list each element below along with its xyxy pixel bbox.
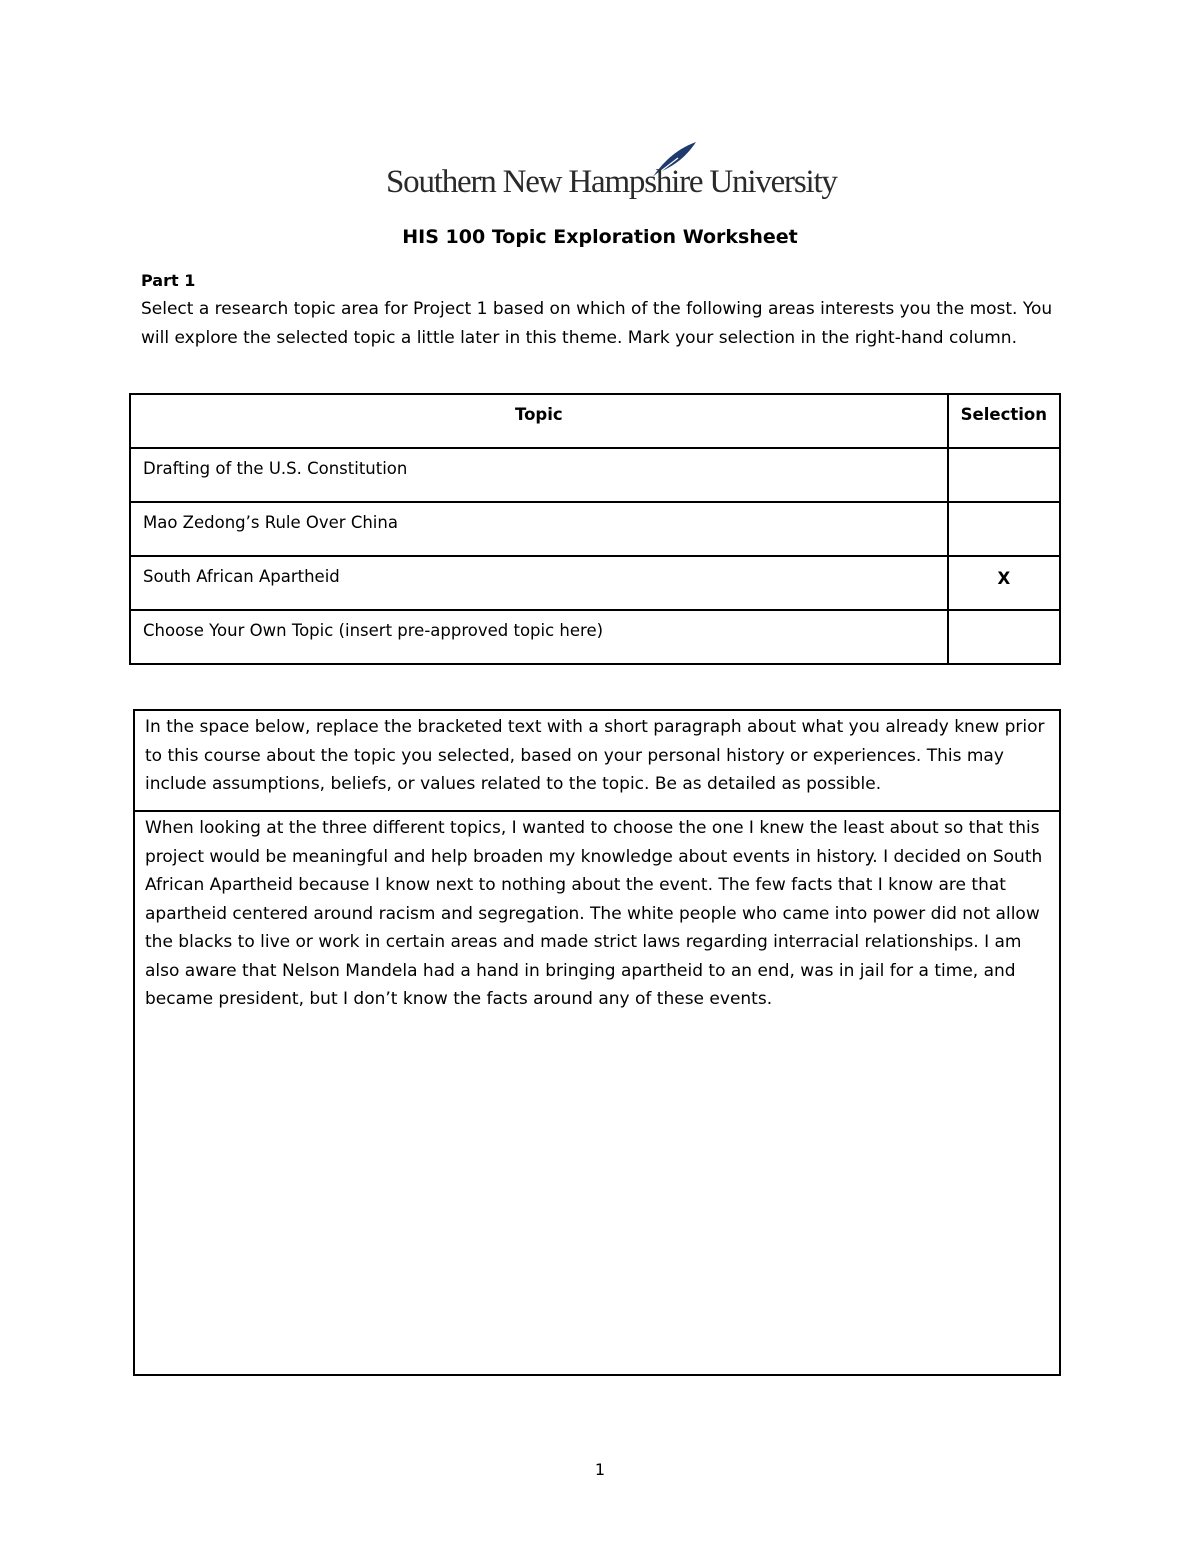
intro-paragraph: Select a research topic area for Project 1 based on which of the following areas interests you the most. You will explore the selected topic a little later in this theme. Mark your selection in the right-hand column. <box>141 299 1053 348</box>
table-row <box>130 448 1060 502</box>
selection-cell[interactable] <box>948 448 1060 502</box>
logo-wordmark: Southern New Hampshire University <box>386 164 837 200</box>
topic-cell: Mao Zedong’s Rule Over China <box>130 502 948 556</box>
table-row <box>130 610 1060 664</box>
table-row <box>130 502 1060 556</box>
document-title: HIS 100 Topic Exploration Worksheet <box>402 226 798 248</box>
reflection-prompt: In the space below, replace the bracketed text with a short paragraph about what you already knew prior to this course about the topic you selected, based on your personal history or experiences. This may include assumptions, beliefs, or values related to the topic. Be as detailed as possible. <box>135 711 1059 812</box>
topic-table <box>129 393 1061 665</box>
topic-cell: Choose Your Own Topic (insert pre-approved topic here) <box>130 610 948 664</box>
selection-cell[interactable] <box>948 502 1060 556</box>
table-row <box>130 556 1060 610</box>
header-selection: Selection <box>948 394 1060 448</box>
university-logo <box>386 140 837 210</box>
part-heading: Part 1 <box>141 271 196 290</box>
reflection-box <box>133 709 1061 1376</box>
topic-cell: Drafting of the U.S. Constitution <box>130 448 948 502</box>
header-topic: Topic <box>130 394 948 448</box>
reflection-response[interactable]: When looking at the three different topics, I wanted to choose the one I knew the least about so that this project would be meaningful and help broaden my knowledge about events in history. I decided on South African Apartheid because I know next to nothing about the event. The few facts that I know are that apartheid centered around racism and segregation. The white people who came into power did not allow the blacks to live or work in certain areas and made strict laws regarding interracial relationships. I am also aware that Nelson Mandela had a hand in bringing apartheid to an end, was in jail for a time, and became president, but I don’t know the facts around any of these events. <box>145 818 1043 1009</box>
table-header-row <box>130 394 1060 448</box>
page-number: 1 <box>594 1460 606 1479</box>
selection-cell[interactable]: X <box>948 556 1060 610</box>
selection-cell[interactable] <box>948 610 1060 664</box>
topic-cell: South African Apartheid <box>130 556 948 610</box>
